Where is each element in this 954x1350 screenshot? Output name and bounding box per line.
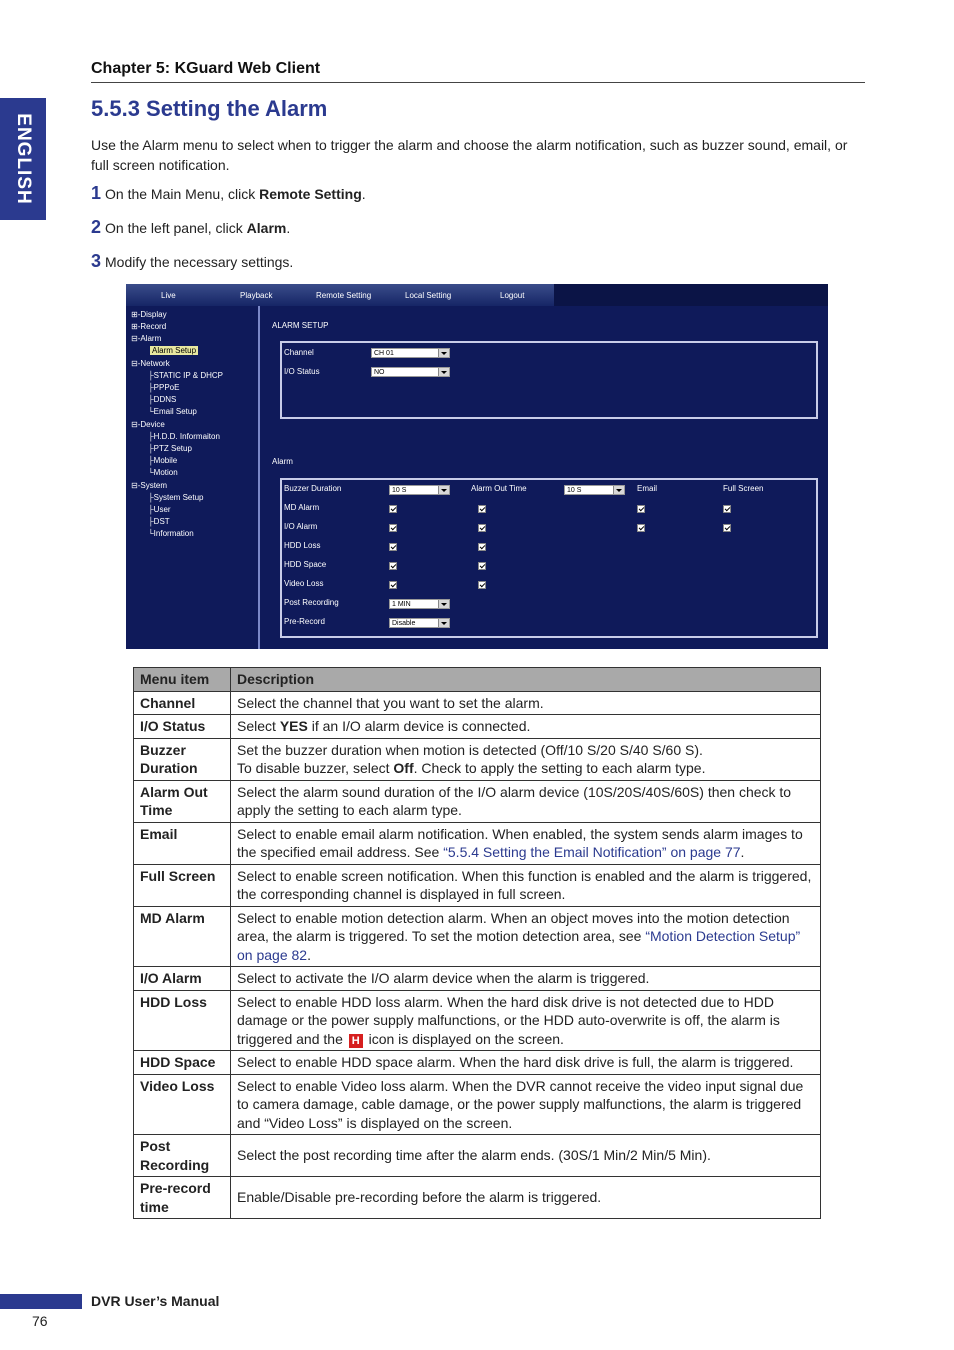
motion-detection-link[interactable]: “Motion Detection Setup” on page 82 bbox=[237, 928, 801, 963]
dvr-menu-bar bbox=[126, 284, 554, 306]
tree-ptz-setup[interactable]: ├PTZ Setup bbox=[148, 444, 192, 453]
tree-user[interactable]: ├User bbox=[148, 505, 171, 514]
table-row: Post Recording Select the post recording time after the alarm ends. (30S/1 Min/2 Min/5 Min). bbox=[134, 1135, 821, 1177]
table-row: HDD Loss Select to enable HDD loss alarm. When the hard disk drive is not detected due to HDD damage or the power supply malfunctions, or the HDD auto-overwrite is off, the alarm is triggered and the H icon is displayed on the screen. bbox=[134, 990, 821, 1051]
table-header-row bbox=[134, 668, 821, 692]
chapter-header: Chapter 5: KGuard Web Client bbox=[91, 60, 321, 77]
hdd-warning-icon: H bbox=[349, 1034, 363, 1048]
step-1: 1 On the Main Menu, click Remote Setting. bbox=[91, 183, 366, 203]
tree-system[interactable]: ⊟-System bbox=[131, 481, 168, 490]
table-row: Alarm Out Time Select the alarm sound duration of the I/O alarm device (10S/20S/40S/60S) then check to apply the setting to each alarm type. bbox=[134, 780, 821, 822]
tree-static-ip[interactable]: ├STATIC IP & DHCP bbox=[148, 371, 224, 380]
tree-ddns[interactable]: ├DDNS bbox=[148, 395, 177, 404]
table-row: Channel Select the channel that you want to set the alarm. bbox=[134, 691, 821, 715]
step-3: 3 Modify the necessary settings. bbox=[91, 251, 294, 271]
chevron-down-icon bbox=[438, 368, 449, 376]
intro-paragraph: Use the Alarm menu to select when to trigger the alarm and choose the alarm notification, such as buzzer sound, email, or full screen notification. bbox=[91, 137, 848, 173]
dvr-alarm-screenshot bbox=[126, 284, 828, 649]
chevron-down-icon bbox=[613, 486, 624, 494]
alarm-box bbox=[280, 478, 818, 638]
tree-mobile[interactable]: ├Mobile bbox=[148, 456, 178, 465]
hdd-space-alarm-out-checkbox[interactable] bbox=[478, 562, 486, 570]
video-loss-alarm-out-checkbox[interactable] bbox=[478, 581, 486, 589]
alarm-out-time-select[interactable]: 10 S bbox=[564, 485, 625, 495]
header-menu-item: Menu item bbox=[134, 668, 231, 692]
footer-bar bbox=[0, 1294, 82, 1309]
chevron-down-icon bbox=[438, 600, 449, 608]
tree-motion[interactable]: └Motion bbox=[148, 468, 178, 477]
buzzer-duration-label: Buzzer Duration bbox=[284, 484, 342, 493]
table-row: I/O Status Select YES if an I/O alarm device is connected. bbox=[134, 715, 821, 739]
menu-playback[interactable]: Playback bbox=[240, 291, 273, 300]
settings-tree bbox=[128, 306, 260, 649]
menu-live[interactable]: Live bbox=[161, 291, 176, 300]
table-row: Buzzer Duration Set the buzzer duration when motion is detected (Off/10 S/20 S/40 S/60 S). To disable buzzer, select Off. Check to apply the setting to each alarm type. bbox=[134, 738, 821, 780]
tree-device[interactable]: ⊟-Device bbox=[131, 420, 165, 429]
chevron-down-icon bbox=[438, 486, 449, 494]
io-alarm-full-screen-checkbox[interactable] bbox=[723, 524, 731, 532]
md-alarm-full-screen-checkbox[interactable] bbox=[723, 505, 731, 513]
hdd-space-label: HDD Space bbox=[284, 560, 327, 569]
pre-record-label: Pre-Record bbox=[284, 617, 325, 626]
io-status-select[interactable]: NO bbox=[371, 367, 450, 377]
post-recording-label: Post Recording bbox=[284, 598, 339, 607]
io-alarm-buzzer-checkbox[interactable] bbox=[389, 524, 397, 532]
menu-logout[interactable]: Logout bbox=[500, 291, 525, 300]
io-alarm-label: I/O Alarm bbox=[284, 522, 318, 531]
page-number: 76 bbox=[32, 1313, 48, 1329]
language-tab-label: ENGLISH bbox=[13, 113, 34, 205]
alarm-setup-title: ALARM SETUP bbox=[272, 321, 329, 330]
tree-information[interactable]: └Information bbox=[148, 529, 194, 538]
tree-dst[interactable]: ├DST bbox=[148, 517, 170, 526]
dvr-menu-bar-blank bbox=[554, 284, 828, 306]
tree-alarm[interactable]: ⊟-Alarm bbox=[131, 334, 162, 343]
email-notification-link[interactable]: “5.5.4 Setting the Email Notification” on page 77 bbox=[443, 844, 741, 860]
io-alarm-alarm-out-checkbox[interactable] bbox=[478, 524, 486, 532]
tree-alarm-setup[interactable]: Alarm Setup bbox=[152, 346, 197, 355]
chevron-down-icon bbox=[438, 619, 449, 627]
alarm-setup-box bbox=[280, 341, 818, 419]
md-alarm-email-checkbox[interactable] bbox=[637, 505, 645, 513]
tree-pppoe[interactable]: ├PPPoE bbox=[148, 383, 180, 392]
table-row: Pre-record time Enable/Disable pre-recording before the alarm is triggered. bbox=[134, 1177, 821, 1219]
hdd-loss-buzzer-checkbox[interactable] bbox=[389, 543, 397, 551]
table-row: Email Select to enable email alarm notification. When enabled, the system sends alarm images to the specified email address. See “5.5.4 Setting the Email Notification” on page 77. bbox=[134, 822, 821, 864]
io-status-label: I/O Status bbox=[284, 367, 320, 376]
md-alarm-alarm-out-checkbox[interactable] bbox=[478, 505, 486, 513]
table-row: I/O Alarm Select to activate the I/O alarm device when the alarm is triggered. bbox=[134, 967, 821, 991]
menu-remote-setting[interactable]: Remote Setting bbox=[316, 291, 372, 300]
menu-local-setting[interactable]: Local Setting bbox=[405, 291, 452, 300]
header-rule bbox=[91, 82, 865, 83]
footer-title: DVR User’s Manual bbox=[91, 1293, 220, 1309]
hdd-space-buzzer-checkbox[interactable] bbox=[389, 562, 397, 570]
pre-record-select[interactable]: Disable bbox=[389, 618, 450, 628]
table-row: MD Alarm Select to enable motion detection alarm. When an object moves into the motion detection area, the alarm is triggered. To set the motion detection area, see “Motion Detection Setup” on page 82. bbox=[134, 906, 821, 967]
table-row: Full Screen Select to enable screen notification. When this function is enabled and the alarm is triggered, the corresponding channel is displayed in full screen. bbox=[134, 864, 821, 906]
menu-description-table bbox=[133, 667, 821, 1219]
hdd-loss-alarm-out-checkbox[interactable] bbox=[478, 543, 486, 551]
hdd-loss-label: HDD Loss bbox=[284, 541, 321, 550]
table-row: HDD Space Select to enable HDD space alarm. When the hard disk drive is full, the alarm is triggered. bbox=[134, 1051, 821, 1075]
tree-email-setup[interactable]: └Email Setup bbox=[148, 407, 197, 416]
chevron-down-icon bbox=[438, 349, 449, 357]
post-recording-select[interactable]: 1 MIN bbox=[389, 599, 450, 609]
md-alarm-buzzer-checkbox[interactable] bbox=[389, 505, 397, 513]
alarm-section-title: Alarm bbox=[272, 457, 293, 466]
buzzer-duration-select[interactable]: 10 S bbox=[389, 485, 450, 495]
language-tab bbox=[0, 98, 46, 220]
video-loss-buzzer-checkbox[interactable] bbox=[389, 581, 397, 589]
tree-hdd-info[interactable]: ├H.D.D. Informaiton bbox=[148, 432, 220, 441]
section-title: 5.5.3 Setting the Alarm bbox=[91, 96, 328, 121]
tree-record[interactable]: ⊞-Record bbox=[131, 322, 167, 331]
channel-select[interactable]: CH 01 bbox=[371, 348, 450, 358]
full-screen-column-label: Full Screen bbox=[723, 484, 764, 493]
video-loss-label: Video Loss bbox=[284, 579, 324, 588]
tree-system-setup[interactable]: ├System Setup bbox=[148, 493, 204, 502]
email-column-label: Email bbox=[637, 484, 658, 493]
step-2: 2 On the left panel, click Alarm. bbox=[91, 217, 291, 237]
tree-display[interactable]: ⊞-Display bbox=[131, 310, 167, 319]
md-alarm-label: MD Alarm bbox=[284, 503, 320, 512]
channel-label: Channel bbox=[284, 348, 314, 357]
table-row: Video Loss Select to enable Video loss alarm. When the DVR cannot receive the video input signal due to camera damage, cable damage, or the power supply malfunctions, the alarm is triggered and “Video Loss” is displayed on the screen. bbox=[134, 1074, 821, 1135]
header-description: Description bbox=[231, 668, 821, 692]
tree-network[interactable]: ⊟-Network bbox=[131, 359, 170, 368]
io-alarm-email-checkbox[interactable] bbox=[637, 524, 645, 532]
alarm-out-time-label: Alarm Out Time bbox=[471, 484, 527, 493]
